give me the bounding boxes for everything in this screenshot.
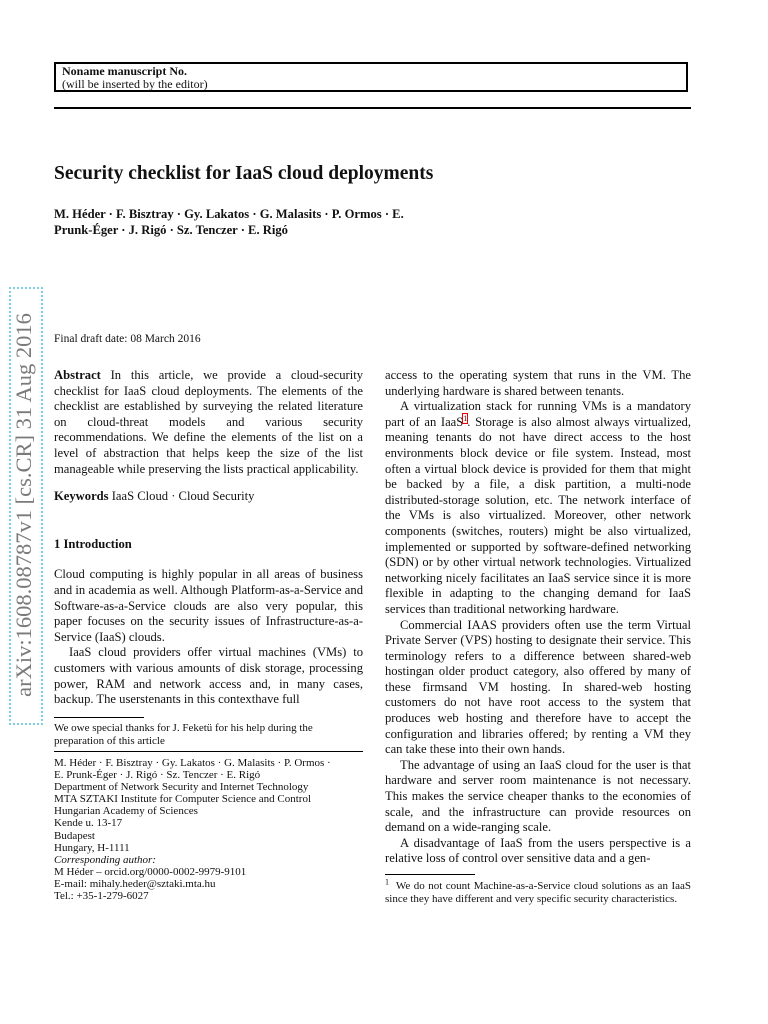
telephone-line: Tel.: +35-1-279-6027 (54, 890, 149, 903)
affiliation-country: Hungary, H-1111 (54, 841, 130, 854)
affiliation-city: Budapest (54, 829, 95, 842)
author-line-2: Prunk-Éger · J. Rigó · Sz. Tenczer · E. Rigó (54, 222, 288, 237)
affiliation-rule (54, 751, 363, 752)
header-rule (54, 107, 691, 109)
arxiv-stamp (1, 287, 47, 725)
footnote-link[interactable]: 1 (463, 413, 468, 423)
affiliation-academy: Hungarian Academy of Sciences (54, 805, 198, 818)
footnote-1-mark: 1 (385, 877, 389, 887)
footnote-1 (385, 877, 691, 906)
author-list (54, 207, 694, 238)
orcid-line: M Héder – orcid.org/0000-0002-9979-9101 (54, 865, 247, 878)
affiliation-authors-1: M. Héder · F. Bisztray · Gy. Lakatos · G. Malasits · P. Ormos · (54, 757, 331, 769)
affiliation-department: Department of Network Security and Internet Technology (54, 781, 309, 794)
left-column (54, 368, 363, 708)
arxiv-identifier: arXiv:1608.08787v1 [cs.CR] 31 Aug 2016 (11, 313, 36, 697)
affiliation-authors-2: E. Prunk-Éger · J. Rigó · Sz. Tenczer · E. Rigó (54, 769, 261, 782)
body-paragraph-1: access to the operating system that runs in the VM. The underlying hardware is shared between tenants. (385, 368, 691, 398)
acknowledgement-footnote: We owe special thanks for J. Feketü for his help during the preparation of this article (54, 722, 313, 747)
abstract-text: In this article, we provide a cloud-security checklist for IaaS cloud deployments. The elements of the checklist are established by surveying the related literature on cloud-threat models and various security recommendations. We define the elements of the list on a level of abstraction that helps keep the size of the list manageable while preserving the lists practical applicability. (54, 368, 364, 476)
keywords (54, 489, 363, 505)
author-line-1: M. Héder · F. Bisztray · Gy. Lakatos · G. Malasits · P. Ormos · E. (54, 207, 404, 221)
paper-title: Security checklist for IaaS cloud deployments (54, 163, 434, 184)
body-paragraph-4: The advantage of using an IaaS cloud for the user is that hardware and server room maintenance is not necessary. This makes the service cheaper thanks to the economies of scale, and the infrastructure can provide resources on demand on a wide-ranging scale. (385, 757, 691, 835)
manuscript-number: Noname manuscript No. (62, 64, 187, 78)
abstract-label: Abstract (54, 368, 101, 382)
keywords-label: Keywords (54, 489, 109, 504)
body-paragraph-3: Commercial IAAS providers often use the term Virtual Private Server (VPS) hosting to designate their service. This terminology refers to a difference between shared-web hostingan older product category, also offered by many of these firmsand VM hosting. In shared-web hosting customers do not have root access to the system that produces web hosting and therefore have to accept the configuration and libraries offered; by renting a VM they can take these into their own hands. (385, 617, 691, 757)
affiliation-street: Kende u. 13-17 (54, 817, 123, 830)
manuscript-box (54, 62, 688, 92)
body-paragraph-2-rest: . Storage is also almost always virtualized, meaning tenants do not have direct access to the host environments block device or file system. Instead, most often a virtual block device is provided for them that might be backed by a file, a disk partition, a multi-node distributed-storage solution, etc. The network interface of the VMs is also virtualized. Moreover, other network components (switches, routers) might be also virtualized, implemented or supported by software-defined networking (SDN) or by other virtual network technologies. Virtualized networking nicely facilitates an IaaS service since it is more flexible in adapting to the changing demand for IaaS services than traditional networking hardware. (385, 414, 692, 616)
draft-date: Final draft date: 08 March 2016 (54, 333, 201, 345)
corresponding-author-label: Corresponding author: (54, 853, 156, 866)
footnote-1-text: We do not count Machine-as-a-Service cloud solutions as an IaaS since they have different and very specific security characteristics. (385, 880, 691, 905)
section-heading: 1 Introduction (54, 536, 132, 551)
affiliation-block (54, 757, 363, 902)
intro-paragraph-1: Cloud computing is highly popular in all areas of business and in academia as well. Although Platform-as-a-Service and Software-as-a-Service clouds are also very popular, this paper focuses on the security issues of Infrastructure-as-a-Service (IaaS) clouds. (54, 567, 363, 644)
body-paragraph-2 (385, 399, 691, 617)
body-paragraph-2-start: A virtualization stack for running VMs is a mandatory part of an IaaS (385, 399, 691, 429)
footnote-rule (54, 717, 144, 718)
right-column (385, 368, 691, 867)
email-line: E-mail: mihaly.heder@sztaki.mta.hu (54, 877, 216, 890)
abstract (54, 368, 363, 477)
footnote-rule-right (385, 874, 475, 875)
intro-paragraph-2: IaaS cloud providers offer virtual machines (VMs) to customers with various amounts of disk storage, processing power, RAM and network access and, in many cases, backup. The userstenants in this contexthave full (54, 645, 363, 707)
affiliation-institute: MTA SZTAKI Institute for Computer Science and Control (54, 793, 312, 806)
body-paragraph-5: A disadvantage of IaaS from the users perspective is a relative loss of control over sensitive data and a gen- (385, 835, 691, 866)
editor-note: (will be inserted by the editor) (62, 77, 208, 91)
keywords-text: IaaS Cloud · Cloud Security (111, 489, 255, 504)
